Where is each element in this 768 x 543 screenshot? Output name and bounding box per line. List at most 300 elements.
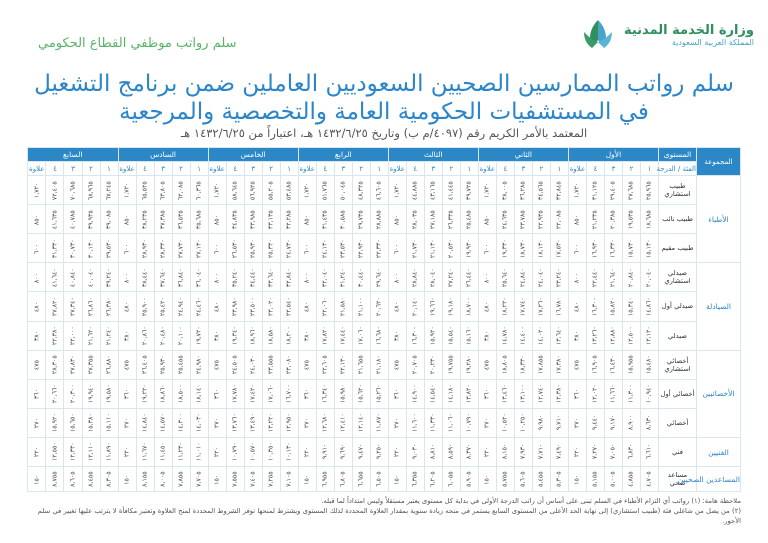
salary-cell: ٦,٣٥٥ — [406, 467, 424, 492]
salary-cell: ٣٦٠ — [118, 379, 136, 408]
salary-cell: ١,٧٢٠ — [28, 176, 46, 205]
salary-cell: ٢٢٠ — [28, 437, 46, 466]
salary-cell: ١٢,٧٤٠ — [532, 379, 550, 408]
salary-cell: ٢٦,٥٣٠ — [226, 234, 244, 263]
salary-cell: ٣٩,٠٨٥ — [100, 205, 118, 234]
salary-cell: ٦٠٠ — [568, 234, 586, 263]
salary-cell: ٢٥,٩٠٠ — [136, 292, 154, 321]
salary-cell: ٢٠,١٤٠ — [406, 292, 424, 321]
salary-cell: ٨٥٠ — [208, 205, 226, 234]
salary-cell: ٢١,٥٨٠ — [334, 292, 352, 321]
salary-cell: ٨٥٠ — [568, 205, 586, 234]
salary-cell: ١٩,٣٣٠ — [496, 234, 514, 263]
salary-cell: ٣٨,٠٠٥ — [496, 176, 514, 205]
salary-cell: ١٧,٤٢٠ — [244, 379, 262, 408]
degree-header: ٢ — [82, 162, 100, 176]
salary-cell: ٨٥٠ — [28, 205, 46, 234]
salary-cell: ٨,٤٥٥ — [82, 467, 100, 492]
salary-cell: ١٦,٣٠٠ — [406, 321, 424, 350]
salary-cell: ٤٠,٧٨٥ — [64, 205, 82, 234]
salary-cell: ٦٠٠ — [388, 234, 406, 263]
salary-cell: ٣٥,٢٤٠ — [226, 263, 244, 292]
degree-header: ٤ — [586, 162, 604, 176]
salary-cell: ١٦,٩٣٠ — [586, 234, 604, 263]
salary-cell: ١٣,٢٦٠ — [586, 321, 604, 350]
salary-cell: ٢٨,٣٠٥ — [46, 350, 64, 379]
salary-cell: ١٧,٤٤٠ — [334, 321, 352, 350]
salary-cell: ٣٠,٤٤٠ — [352, 263, 370, 292]
salary-cell: ٢٦,٨٨٠ — [100, 350, 118, 379]
table-row — [28, 234, 741, 263]
page-title — [0, 70, 768, 126]
salary-cell: ٢١,٧٣٠ — [406, 234, 424, 263]
salary-cell: ١٤,١٨٠ — [442, 379, 460, 408]
salary-cell: ٣٥,٦٨٥ — [190, 205, 208, 234]
salary-cell: ١٦,٣٣٠ — [604, 234, 622, 263]
salary-cell: ٢٧,٢٤٠ — [442, 263, 460, 292]
salary-cell: ٣٦,٠٤٠ — [190, 263, 208, 292]
salary-cell: ٣٨٠ — [478, 321, 496, 350]
salary-cell: ٥,٩٠٥ — [460, 467, 478, 492]
salary-cell: ٣٠,٧٣٠ — [64, 234, 82, 263]
salary-cell: ١١,٣٠٠ — [622, 379, 640, 408]
salary-cell: ٢٧٠ — [208, 408, 226, 437]
salary-cell: ٩,٩١٠ — [316, 437, 334, 466]
class-cell: صيدلي — [659, 321, 697, 350]
salary-cell: ٢٠,٣٨٥ — [604, 205, 622, 234]
salary-cell: ٦,٦٥٥ — [352, 467, 370, 492]
salary-cell: ١٥,٧٣٠ — [622, 234, 640, 263]
salary-cell: ١٨,١٤٠ — [190, 379, 208, 408]
salary-cell: ٥٦,٩٢٥ — [244, 176, 262, 205]
salary-cell: ١٠,٢٥٠ — [514, 408, 532, 437]
salary-cell: ١٧,٧٨٠ — [226, 379, 244, 408]
salary-cell: ١٨,٢٠٠ — [280, 321, 298, 350]
salary-cell: ٢٦,٣٣٥ — [442, 205, 460, 234]
salary-cell: ٣٤,٤٤٠ — [244, 263, 262, 292]
degree-header: ٢ — [532, 162, 550, 176]
salary-cell: ٢٠,٠٤٠ — [640, 263, 658, 292]
salary-cell: ٣٣,٦٤٠ — [262, 263, 280, 292]
salary-cell: ٢٥,٩٣٠ — [154, 350, 172, 379]
salary-cell: ١١,٦٧٠ — [136, 437, 154, 466]
salary-cell: ١٣,٧٦٠ — [226, 408, 244, 437]
salary-cell: ٢٨,٩٣٠ — [136, 234, 154, 263]
salary-cell: ٥,١٥٥ — [586, 467, 604, 492]
salary-cell: ١٢,٨٨٠ — [604, 321, 622, 350]
salary-cell: ٨٥٠ — [298, 205, 316, 234]
table-row — [28, 321, 741, 350]
salary-cell: ٢٠,٢٣٠ — [424, 350, 442, 379]
salary-cell: ١,٧٢٠ — [298, 176, 316, 205]
salary-cell: ١٥٠ — [298, 467, 316, 492]
salary-cell: ٦٨,٩٦٥ — [82, 176, 100, 205]
salary-cell: ٥,٠٠٥ — [604, 467, 622, 492]
page-subtitle: المعتمد بالأمر الكريم رقم (٤٠٩٧/م ب) وتاريخ ١٤٣٢/٦/٢٥ هـ، اعتباراً من ١٤٣٢/٦/٢٥ هـ — [180, 126, 588, 140]
salary-cell: ٨,٧٥٥ — [46, 467, 64, 492]
salary-cell: ١٨,٨٠٥ — [496, 350, 514, 379]
salary-cell: ٥٠,٠٤٥ — [334, 176, 352, 205]
salary-cell: ٨,١٥٠ — [496, 437, 514, 466]
salary-cell: ١٥,٣٨٠ — [82, 408, 100, 437]
table-row — [28, 408, 741, 437]
salary-cell: ١٥,٤٨٠ — [640, 350, 658, 379]
salary-cell: ٢٢٠ — [118, 437, 136, 466]
salary-cell: ٨,١٥٥ — [136, 467, 154, 492]
salary-cell: ٢١,١٣٠ — [424, 234, 442, 263]
class-cell: فني — [659, 437, 697, 466]
salary-cell: ١٥٠ — [388, 467, 406, 492]
salary-cell: ٢٨,٠٣٥ — [406, 205, 424, 234]
salary-cell: ٤٣,١٦٥ — [424, 176, 442, 205]
salary-cell: ١٥٠ — [208, 467, 226, 492]
salary-cell: ٢٧٠ — [298, 408, 316, 437]
salary-cell: ٣٠,١٣٠ — [82, 234, 100, 263]
salary-cell: ١٠,٣٥٠ — [262, 437, 280, 466]
level-header: الرابع — [298, 148, 388, 162]
level-header: الثاني — [478, 148, 568, 162]
degrees-header-row — [28, 162, 741, 176]
degree-header: علاوة — [118, 162, 136, 176]
salary-table — [27, 147, 741, 492]
salary-cell: ٢٠,٨٤٠ — [622, 263, 640, 292]
salary-cell: ٣٨,٤٤٠ — [136, 263, 154, 292]
salary-cell: ٢٦,٨٦٠ — [82, 292, 100, 321]
salary-cell: ١١,٣٣٠ — [424, 408, 442, 437]
salary-cell: ٢٠,٦٢٠ — [370, 292, 388, 321]
salary-cell: ١٧,٧٤٠ — [514, 292, 532, 321]
salary-cell: ٣٤,٥٦٥ — [532, 176, 550, 205]
salary-cell: ٧,٤٩٠ — [550, 437, 568, 466]
salary-cell: ١٨,٩٦٠ — [244, 321, 262, 350]
salary-cell: ٧,٧١٠ — [532, 437, 550, 466]
salary-cell: ٣٠,٥٨٥ — [334, 205, 352, 234]
degree-header: ٣ — [424, 162, 442, 176]
group-cell: الأطباء — [697, 176, 741, 263]
salary-cell: ٦٠٠ — [118, 234, 136, 263]
salary-cell: ٢٥,٤٨٥ — [460, 205, 478, 234]
salary-cell: ٢٢,٠٦٠ — [316, 292, 334, 321]
level-header: السابع — [28, 148, 119, 162]
salary-cell: ٢١,٦٥٥ — [352, 350, 370, 379]
salary-cell: ٢٩,٦٤٠ — [370, 263, 388, 292]
salary-cell: ٨,٩٠٠ — [622, 408, 640, 437]
salary-cell: ١٩,٥٨٠ — [100, 379, 118, 408]
salary-cell: ١٩,٦٦٠ — [424, 292, 442, 321]
salary-cell: ٢٩,٧٣٥ — [352, 205, 370, 234]
salary-cell: ٤٨٠ — [208, 292, 226, 321]
degree-header: ١ — [640, 162, 658, 176]
salary-cell: ٣٦٠ — [478, 379, 496, 408]
salary-cell: ١٨,١٣٠ — [532, 234, 550, 263]
salary-cell: ١٥٠ — [118, 467, 136, 492]
salary-cell: ٣٦٠ — [208, 379, 226, 408]
degree-header: ٣ — [244, 162, 262, 176]
salary-cell: ٢٤,١٣٠ — [316, 234, 334, 263]
degree-header: ٣ — [154, 162, 172, 176]
salary-cell: ٤١,٦٣٥ — [46, 205, 64, 234]
salary-cell: ٢٣,٥٥٥ — [262, 350, 280, 379]
table-row — [28, 205, 741, 234]
salary-cell: ٥٣,٤٨٥ — [280, 176, 298, 205]
salary-cell: ٧,٢٥٥ — [262, 467, 280, 492]
header-caption: سلم رواتب موظفي القطاع الحكومي — [38, 36, 237, 51]
salary-cell: ١٣,٢٢٠ — [262, 408, 280, 437]
degree-header: ١ — [100, 162, 118, 176]
salary-cell: ٢١,٢٣٥ — [586, 205, 604, 234]
salary-cell: ٢٧٠ — [118, 408, 136, 437]
salary-cell: ٩,٧١٠ — [550, 408, 568, 437]
levels-header-row — [28, 148, 741, 162]
class-cell: مساعد صحي — [659, 467, 697, 492]
ministry-logo — [578, 18, 754, 52]
salary-cell: ١٩,١٨٠ — [442, 292, 460, 321]
salary-cell: ٣٢,٠٤٠ — [316, 263, 334, 292]
salary-cell: ١٦,٣٤٠ — [316, 379, 334, 408]
salary-cell: ٦٠٠ — [208, 234, 226, 263]
degree-header: ٢ — [262, 162, 280, 176]
salary-cell: ١٧,٨٢٠ — [316, 321, 334, 350]
salary-cell: ٣٨٠ — [208, 321, 226, 350]
degree-header: علاوة — [208, 162, 226, 176]
salary-cell: ٣٧,٣٨٥ — [154, 205, 172, 234]
degree-header: ٢ — [172, 162, 190, 176]
salary-cell: ١٦,٧٨٠ — [550, 292, 568, 321]
salary-cell: ١٠,١٣٠ — [280, 437, 298, 466]
salary-cell: ١٠,٧٩٠ — [460, 408, 478, 437]
class-cell: طبيب مقيم — [659, 234, 697, 263]
table-row — [28, 176, 741, 205]
salary-cell: ١٩,٧٢٠ — [190, 321, 208, 350]
salary-cell: ٢٦,٣٨٠ — [100, 292, 118, 321]
salary-cell: ٤٨٠ — [478, 292, 496, 321]
degree-header: علاوة — [298, 162, 316, 176]
salary-cell: ١,٧٢٠ — [388, 176, 406, 205]
degree-header: ٤ — [226, 162, 244, 176]
salary-cell: ٢٧,٣٤٠ — [64, 292, 82, 321]
salary-cell: ٣٤,٨٣٥ — [226, 205, 244, 234]
salary-cell: ٤٤,٨٨٥ — [406, 176, 424, 205]
salary-cell: ١٨,٢٢٠ — [496, 292, 514, 321]
salary-cell: ١٣,٦٤٠ — [550, 321, 568, 350]
salary-cell: ٢٢,٦٠٥ — [316, 350, 334, 379]
salary-cell: ٢٣,٩٨٠ — [226, 292, 244, 321]
salary-cell: ١٩,٣٤٠ — [226, 321, 244, 350]
salary-cell: ٤٠,٨٤٠ — [64, 263, 82, 292]
salary-cell: ٢٠,١٠٠ — [172, 321, 190, 350]
degree-header: علاوة — [388, 162, 406, 176]
salary-cell: ١٥,٢٦٠ — [370, 379, 388, 408]
class-cell: طبيب نائب — [659, 205, 697, 234]
salary-cell: ٤٦,٦٠٥ — [370, 176, 388, 205]
salary-cell: ١٥,١٣٠ — [640, 234, 658, 263]
salary-cell: ٤٨٠ — [568, 292, 586, 321]
salary-cell: ١١,٢٣٠ — [172, 437, 190, 466]
salary-cell: ٥٨,٦٤٥ — [226, 176, 244, 205]
salary-cell: ٨٠٠ — [298, 263, 316, 292]
salary-cell: ١٩,٥٣٥ — [622, 205, 640, 234]
salary-cell: ٨٥٠ — [388, 205, 406, 234]
salary-cell: ٢٤,٩٤٠ — [172, 292, 190, 321]
salary-cell: ١٤,٨٦٠ — [640, 292, 658, 321]
salary-cell: ٣٦٠ — [568, 379, 586, 408]
salary-cell: ٢٧٠ — [388, 408, 406, 437]
salary-cell: ٣٨٠ — [568, 321, 586, 350]
salary-cell: ٢٣,٥٣٠ — [334, 234, 352, 263]
group-cell: المساعدين الصحيين — [697, 467, 741, 492]
salary-cell: ٢٥,٤٢٠ — [154, 292, 172, 321]
salary-cell: ٤٨,٣٢٥ — [352, 176, 370, 205]
salary-cell: ١٢,٥٠٠ — [622, 321, 640, 350]
salary-cell: ٢٠,٥٣٠ — [442, 234, 460, 263]
degree-header: ٣ — [334, 162, 352, 176]
group-cell: الفنيين — [697, 437, 741, 466]
salary-cell: ١,٧٢٠ — [208, 176, 226, 205]
salary-cell: ١٥,٦٥٠ — [64, 408, 82, 437]
class-cell: أخصائي أول — [659, 379, 697, 408]
salary-cell: ٨,٦٣٠ — [640, 408, 658, 437]
salary-cell: ٤٨٠ — [28, 292, 46, 321]
degree-header: ٢ — [622, 162, 640, 176]
salary-cell: ٢٨,٨٨٥ — [370, 205, 388, 234]
degree-header: ٢ — [352, 162, 370, 176]
salary-cell: ٧,١٠٥ — [280, 467, 298, 492]
degree-header: ١ — [460, 162, 478, 176]
salary-cell: ١٢,١٤٠ — [352, 408, 370, 437]
salary-cell: ١٣,٤٩٠ — [244, 408, 262, 437]
salary-cell: ١٥,٦٢٠ — [352, 379, 370, 408]
salary-cell: ٢٩,٥٣٠ — [100, 234, 118, 263]
salary-cell: ١١,٤٥٠ — [154, 437, 172, 466]
salary-cell: ٢٣,٥٠٠ — [244, 292, 262, 321]
degree-header: ٢ — [442, 162, 460, 176]
salary-cell: ٥,٦٠٥ — [514, 467, 532, 492]
salary-cell: ٨,٠٠٥ — [154, 467, 172, 492]
salary-table-body — [28, 176, 741, 492]
salary-cell: ١٩,٧٥٥ — [442, 350, 460, 379]
salary-cell: ٣١,٤٣٥ — [316, 205, 334, 234]
salary-cell: ٢٢,٩٣٠ — [352, 234, 370, 263]
salary-cell: ١٠,٥٢٠ — [496, 408, 514, 437]
salary-cell: ١٥,٩٢٠ — [46, 408, 64, 437]
salary-cell: ٢٤,٠٤٠ — [532, 263, 550, 292]
ministry-name: وزارة الخدمة المدنية — [623, 23, 754, 38]
ministry-subname: المملكة العربية السعودية — [671, 38, 754, 47]
salary-cell: ٢٥,٤٥٥ — [172, 350, 190, 379]
group-column-header: المجموعة — [697, 148, 741, 176]
salary-cell: ٢٢,٣٣٠ — [370, 234, 388, 263]
salary-cell: ٢٢٠ — [298, 437, 316, 466]
salary-cell: ١٨,٥٠٠ — [172, 379, 190, 408]
salary-cell: ٤٧٥ — [568, 350, 586, 379]
salary-cell: ٣٨٠ — [388, 321, 406, 350]
salary-cell: ١٨,٨٦٠ — [154, 379, 172, 408]
salary-cell: ١,٧٢٠ — [478, 176, 496, 205]
salary-cell: ٢٧,١٣٠ — [190, 234, 208, 263]
salary-cell: ٢٥,٩٦٥ — [640, 176, 658, 205]
salary-cell: ١٩,٩٤٠ — [82, 379, 100, 408]
salary-cell: ٣٢,٢٨٥ — [280, 205, 298, 234]
salary-cell: ٢٤,٧٣٠ — [280, 234, 298, 263]
salary-cell: ١٧,٠٦٠ — [262, 379, 280, 408]
salary-cell: ٢٧٠ — [568, 408, 586, 437]
salary-cell: ٢٣,٠٨٠ — [280, 350, 298, 379]
salary-cell: ١٧,٨٥٥ — [532, 350, 550, 379]
salary-cell: ١,٧٢٠ — [568, 176, 586, 205]
salary-cell: ٤٧٥ — [208, 350, 226, 379]
salary-cell: ١٤,٧٨٠ — [496, 321, 514, 350]
salary-cell: ٢٠,٦٦٠ — [46, 379, 64, 408]
table-row — [28, 350, 741, 379]
salary-cell: ٥١,٧٦٥ — [316, 176, 334, 205]
salary-cell: ٢٤,٥٠٥ — [226, 350, 244, 379]
salary-cell: ١٠,٩٤٠ — [640, 379, 658, 408]
salary-table-wrap — [27, 147, 741, 492]
salary-cell: ٦,٥٠٥ — [370, 467, 388, 492]
degree-header: علاوة — [568, 162, 586, 176]
class-cell: أخصائي استشاري — [659, 350, 697, 379]
salary-cell: ٦,٨٠٥ — [334, 467, 352, 492]
salary-cell: ٥,٧٥٥ — [496, 467, 514, 492]
notes — [27, 496, 741, 526]
salary-cell: ١١,٨٧٠ — [370, 408, 388, 437]
salary-cell: ٧,٠٥٠ — [604, 437, 622, 466]
salary-cell: ٨٥٠ — [478, 205, 496, 234]
salary-cell: ١٥,٥٤٠ — [442, 321, 460, 350]
salary-cell: ٢٢,٤٤٠ — [586, 263, 604, 292]
salary-cell: ٤٠,٠٤٠ — [82, 263, 100, 292]
salary-cell: ١٠,٧٩٠ — [226, 437, 244, 466]
salary-cell: ٢٤,٠٣٠ — [244, 350, 262, 379]
salary-cell: ٤٨٠ — [118, 292, 136, 321]
salary-cell: ٤٧٥ — [298, 350, 316, 379]
salary-cell: ٩,٤٧٠ — [352, 437, 370, 466]
salary-cell: ٣٦٠ — [388, 379, 406, 408]
salary-cell: ٢٨,٨٤٠ — [406, 263, 424, 292]
salary-cell: ٦٥,٥٢٥ — [136, 176, 154, 205]
salary-cell: ٢٧,٧٣٠ — [172, 234, 190, 263]
salary-cell: ١٢,٤١٠ — [334, 408, 352, 437]
salary-cell: ١٥,٩٢٠ — [424, 321, 442, 350]
salary-cell: ٢٨,٣٣٠ — [154, 234, 172, 263]
group-cell: الصيادلة — [697, 263, 741, 350]
salary-cell: ١٤,٠٢٠ — [532, 321, 550, 350]
salary-cell: ١١,٠١٠ — [190, 437, 208, 466]
degree-header: ١ — [550, 162, 568, 176]
salary-cell: ٢٢٠ — [478, 437, 496, 466]
level-header: الأول — [568, 148, 658, 162]
salary-cell: ٢١,١٨٠ — [370, 350, 388, 379]
degree-header: ١ — [190, 162, 208, 176]
salary-cell: ١١,٨٩٠ — [100, 437, 118, 466]
salary-cell: ٧,٤٠٥ — [244, 467, 262, 492]
salary-cell: ٦٧,٢٤٥ — [100, 176, 118, 205]
salary-cell: ٣٨,٢٣٥ — [136, 205, 154, 234]
salary-cell: ٢٤,٤٦٠ — [190, 292, 208, 321]
salary-cell: ١٢,٦٨٠ — [316, 408, 334, 437]
degree-header: ١ — [370, 162, 388, 176]
salary-cell: ١٥,٣٤٠ — [622, 292, 640, 321]
salary-cell: ٥٥,٢٠٥ — [262, 176, 280, 205]
group-cell: الأخصائيين — [697, 350, 741, 437]
salary-cell: ٢٢,٠٠٠ — [64, 321, 82, 350]
salary-cell: ٦,٨٣٠ — [622, 437, 640, 466]
salary-cell: ١١,٠٦٠ — [442, 408, 460, 437]
salary-cell: ٢٤,٩٨٠ — [190, 350, 208, 379]
table-row — [28, 263, 741, 292]
salary-cell: ٥,٤٥٥ — [532, 467, 550, 492]
salary-cell: ١٢,٣٨٠ — [550, 379, 568, 408]
